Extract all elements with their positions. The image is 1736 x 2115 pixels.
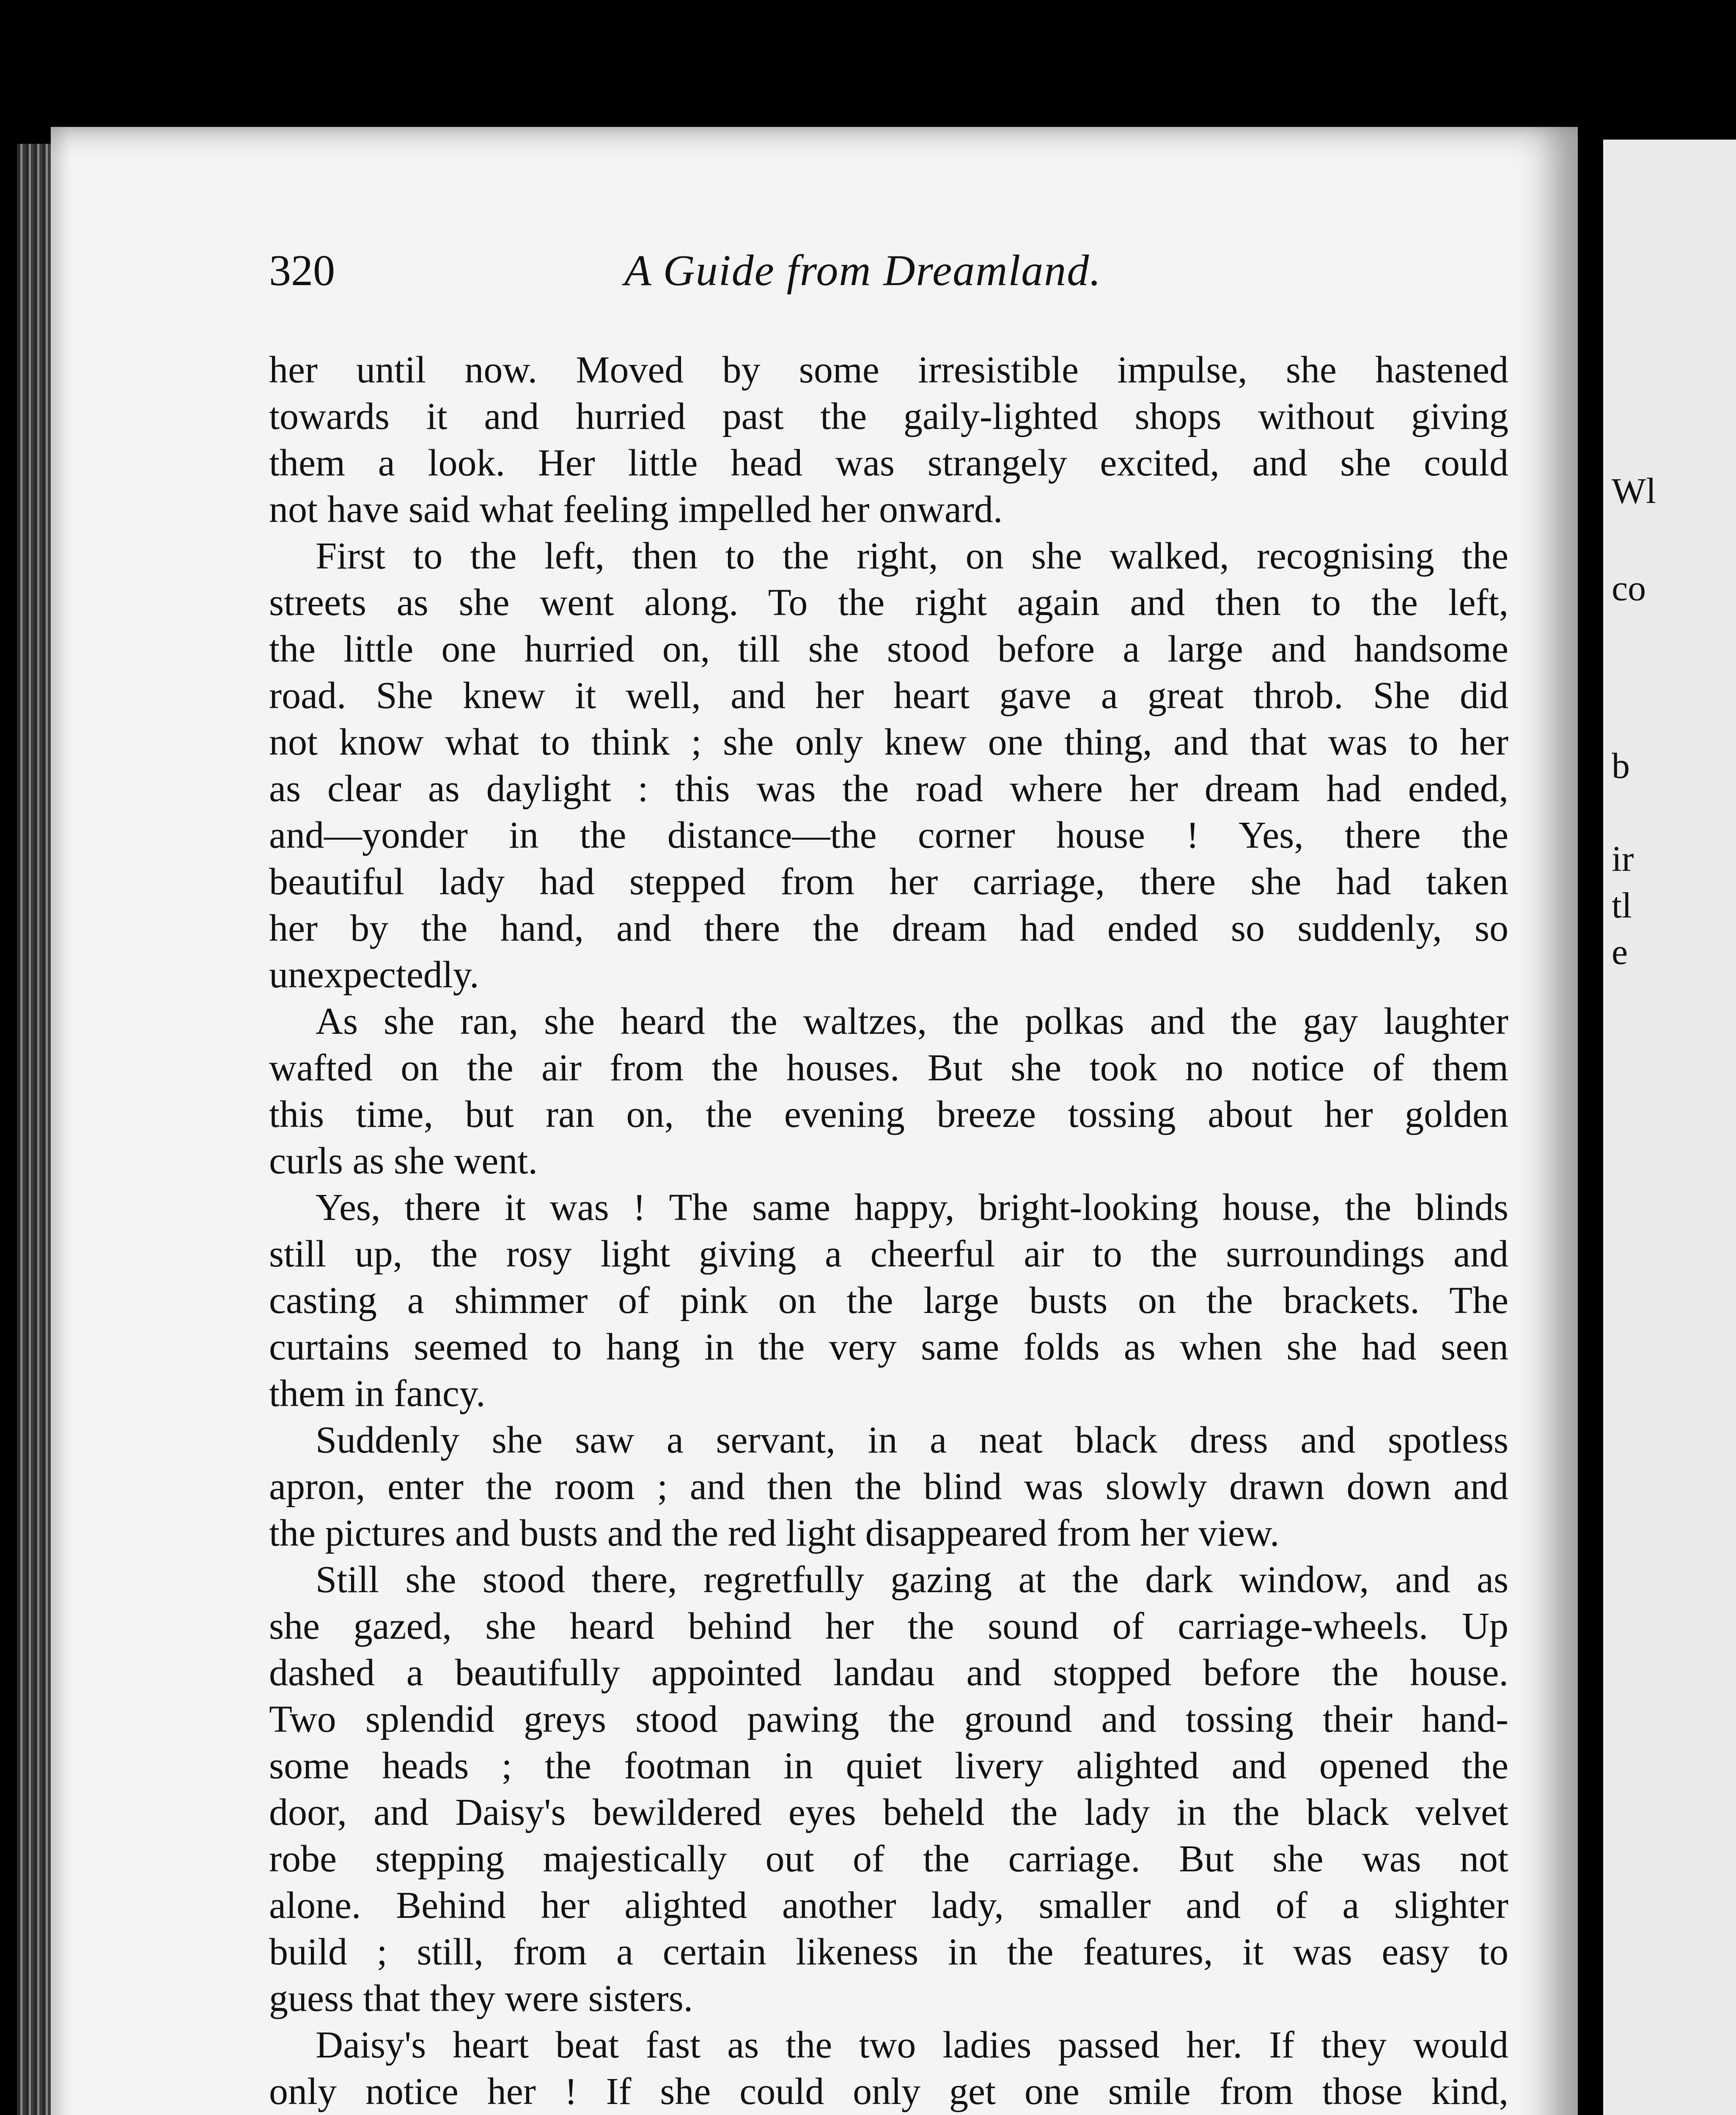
text-line: Suddenly she saw a servant, in a neat black dress and spotless — [316, 1419, 1508, 1461]
facing-page-fragment: Wl — [1612, 470, 1656, 511]
text-line: Daisy's heart beat fast as the two ladies passed her. If they would — [316, 2024, 1508, 2066]
text-line: As she ran, she heard the waltzes, the polkas and the gay laughter — [316, 1000, 1508, 1042]
facing-page-fragment: b — [1612, 745, 1630, 786]
facing-page-fragment: co — [1612, 568, 1646, 608]
text-line: road. She knew it well, and her heart gave a great throb. She did — [269, 675, 1508, 717]
facing-page-fragment: e — [1612, 931, 1628, 972]
text-line: Yes, there it was ! The same happy, bright-looking house, the blinds — [316, 1187, 1508, 1228]
text-line: this time, but ran on, the evening breeze tossing about her golden — [269, 1093, 1508, 1135]
text-line: she gazed, she heard behind her the sound of carriage-wheels. Up — [269, 1605, 1508, 1647]
text-line: not have said what feeling impelled her onward. — [269, 489, 1003, 530]
running-title: A Guide from Dreamland. — [624, 246, 1102, 295]
text-line: and—yonder in the distance—the corner house ! Yes, there the — [269, 814, 1508, 856]
text-line: curls as she went. — [269, 1140, 538, 1182]
text-line: her by the hand, and there the dream had ended so suddenly, so — [269, 907, 1508, 949]
text-line: the little one hurried on, till she stood before a large and handsome — [269, 628, 1508, 670]
text-line: alone. Behind her alighted another lady, smaller and of a slighter — [269, 1884, 1508, 1926]
text-line: towards it and hurried past the gaily-lighted shops without giving — [269, 396, 1508, 437]
page-number: 320 — [269, 246, 335, 295]
text-line: door, and Daisy's bewildered eyes beheld the lady in the black velvet — [269, 1791, 1508, 1833]
text-line: only notice her ! If she could only get one smile from those kind, — [269, 2071, 1508, 2112]
text-line: the pictures and busts and the red light disappeared from her view. — [269, 1512, 1280, 1554]
text-line: Still she stood there, regretfully gazing at the dark window, and as — [316, 1559, 1508, 1601]
text-line: them a look. Her little head was strangely excited, and she could — [269, 442, 1508, 484]
facing-page-fragment: ir — [1612, 838, 1634, 879]
text-line: them in fancy. — [269, 1373, 486, 1415]
body-text — [269, 347, 1508, 2115]
text-line: robe stepping majestically out of the carriage. But she was not — [269, 1838, 1508, 1880]
facing-page-fragment: tl — [1612, 885, 1632, 926]
text-line: not know what to think ; she only knew one thing, and that was to her — [269, 721, 1508, 763]
text-line: build ; still, from a certain likeness in the features, it was easy to — [269, 1931, 1508, 1973]
text-line: apron, enter the room ; and then the blind was slowly drawn down and — [269, 1466, 1508, 1508]
text-line: still up, the rosy light giving a cheerful air to the surroundings and — [269, 1233, 1508, 1275]
text-line: some heads ; the footman in quiet livery alighted and opened the — [269, 1745, 1508, 1787]
text-line: First to the left, then to the right, on she walked, recognising the — [316, 535, 1508, 577]
text-line: curtains seemed to hang in the very same folds as when she had seen — [269, 1326, 1508, 1368]
page-header — [269, 245, 1508, 296]
text-line: as clear as daylight : this was the road where her dream had ended, — [269, 768, 1508, 810]
text-line: dashed a beautifully appointed landau and stopped before the house. — [269, 1652, 1508, 1694]
facing-page-edge — [1603, 140, 1736, 2115]
text-line: streets as she went along. To the right again and then to the left, — [269, 582, 1508, 624]
text-line: her until now. Moved by some irresistible impulse, she hastened — [269, 349, 1508, 391]
text-line: wafted on the air from the houses. But she took no notice of them — [269, 1047, 1508, 1089]
text-line: guess that they were sisters. — [269, 1978, 693, 2019]
text-line: unexpectedly. — [269, 954, 479, 996]
text-line: casting a shimmer of pink on the large busts on the brackets. The — [269, 1280, 1508, 1321]
text-line: beautiful lady had stepped from her carriage, there she had taken — [269, 861, 1508, 903]
text-line: Two splendid greys stood pawing the ground and tossing their hand- — [269, 1698, 1508, 1740]
